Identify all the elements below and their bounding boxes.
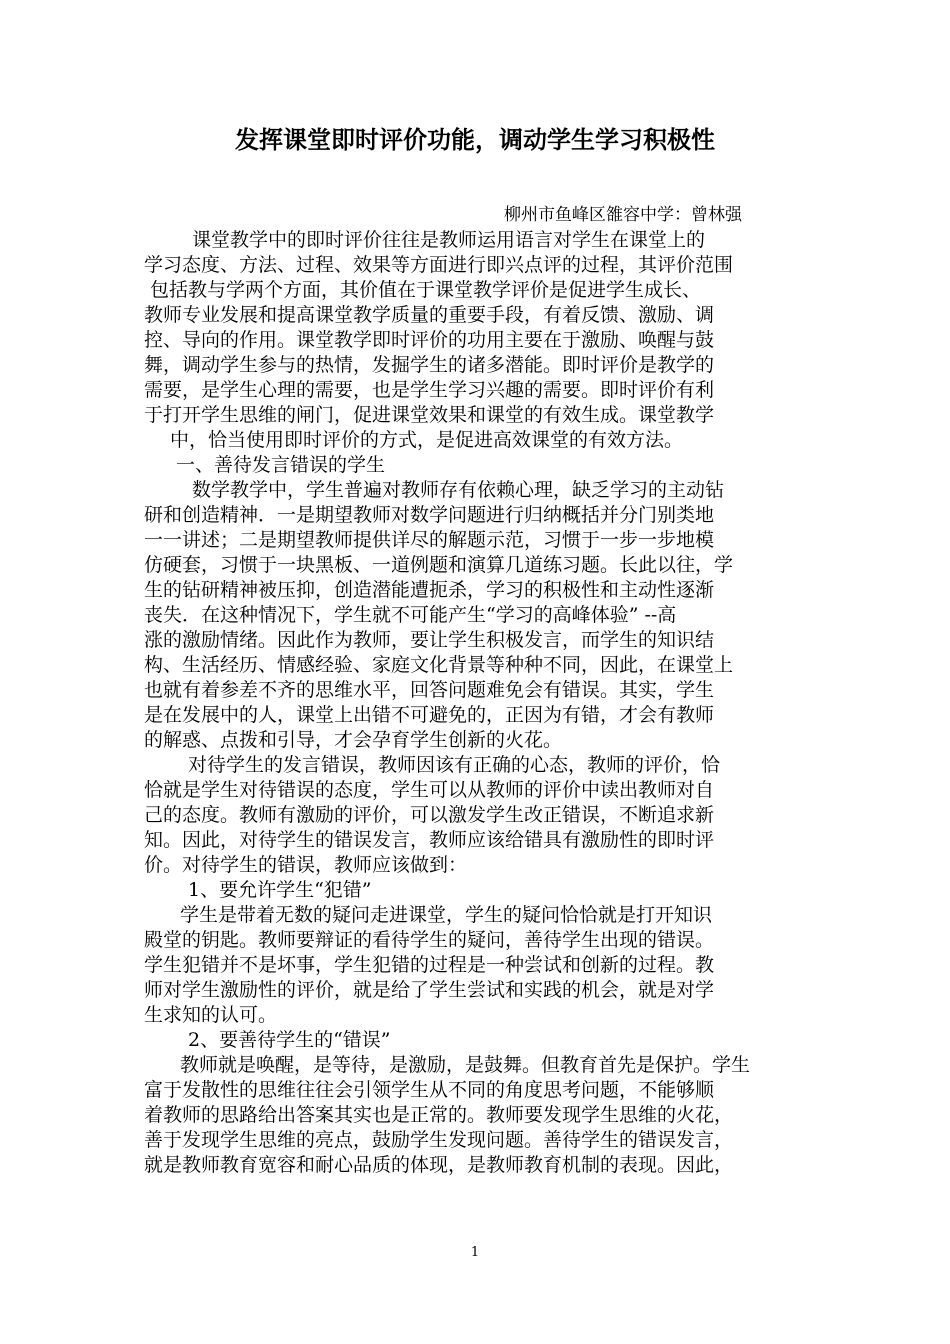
text-line: 教师专业发展和提高课堂教学质量的重要手段，有着反馈、激励、调 [144,304,715,326]
page-number: 1 [470,1245,480,1260]
text-line: 一一讲述；二是期望教师提供详尽的解题示范，习惯于一步一步地模 [144,529,715,551]
document-title: 发挥课堂即时评价功能，调动学生学习积极性 [235,126,715,154]
text-line: 数学教学中，学生普遍对教师存有依赖心理，缺乏学习的主动钻 [192,479,725,501]
text-line: 涨的激励情绪。因此作为教师，要让学生积极发言，而学生的知识结 [144,629,715,651]
text-line: 生的钻研精神被压抑，创造潜能遭扼杀，学习的积极性和主动性逐渐 [144,579,715,601]
text-line: 仿硬套，习惯于一块黑板、一道例题和演算几道练习题。长此以往，学 [144,554,734,576]
text-line: 善于发现学生思维的亮点，鼓励学生发现问题。善待学生的错误发言， [144,1129,734,1151]
text-line: 己的态度。教师有激励的评价，可以激发学生改正错误，不断追求新 [144,804,715,826]
text-line: 学生是带着无数的疑问走进课堂，学生的疑问恰恰就是打开知识 [180,904,713,926]
text-line: 丧失．在这种情况下，学生就不可能产生“学习的高峰体验” --高 [144,604,677,626]
text-line: 舞，调动学生参与的热情，发掘学生的诸多潜能。即时评价是教学的 [144,354,715,376]
text-line: 恰就是学生对待错误的态度，学生可以从教师的评价中读出教师对自 [144,779,715,801]
text-line: 价。对待学生的错误，教师应该做到： [144,854,468,876]
text-line: 教师就是唤醒，是等待，是激励，是鼓舞。但教育首先是保护。学生 [180,1054,751,1076]
text-line: 于打开学生思维的闸门，促进课堂效果和课堂的有效生成。课堂教学 [144,404,715,426]
text-line: 师对学生激励性的评价，就是给了学生尝试和实践的机会，就是对学 [144,979,715,1001]
text-line: 需要，是学生心理的需要，也是学生学习兴趣的需要。即时评价有利 [144,379,715,401]
text-line: 是在发展中的人，课堂上出错不可避免的，正因为有错，才会有教师 [144,704,715,726]
text-line: 构、生活经历、情感经验、家庭文化背景等种种不同，因此，在课堂上 [144,654,734,676]
text-line: 也就有着参差不齐的思维水平，回答问题难免会有错误。其实，学生 [144,679,715,701]
text-line: 学生犯错并不是坏事，学生犯错的过程是一种尝试和创新的过程。教 [144,954,715,976]
text-line: 富于发散性的思维往往会引领学生从不同的角度思考问题，不能够顺 [144,1079,715,1101]
text-line: 着教师的思路给出答案其实也是正常的。教师要发现学生思维的火花， [144,1104,734,1126]
text-line: 的解惑、点拨和引导，才会孕育学生创新的火花。 [144,729,563,751]
text-line: 就是教师教育宽容和耐心品质的体现，是教师教育机制的表现。因此， [144,1154,734,1176]
text-line: 知。因此，对待学生的错误发言，教师应该给错具有激励性的即时评 [144,829,715,851]
text-line: 课堂教学中的即时评价往往是教师运用语言对学生在课堂上的 [192,229,706,251]
subsection-heading: 1、要允许学生“犯错” [188,879,372,901]
text-line: 控、导向的作用。课堂教学即时评价的功用主要在于激励、唤醒与鼓 [144,329,715,351]
text-line: 中，恰当使用即时评价的方式，是促进高效课堂的有效方法。 [170,429,684,451]
text-line: 殿堂的钥匙。教师要辩证的看待学生的疑问，善待学生出现的错误。 [144,929,715,951]
author-line: 柳州市鱼峰区雒容中学：曾林强 [504,205,742,225]
text-line: 生求知的认可。 [144,1004,278,1026]
section-heading: 一、善待发言错误的学生 [176,454,386,476]
subsection-heading: 2、要善待学生的“错误” [188,1029,391,1051]
text-line: 对待学生的发言错误，教师因该有正确的心态，教师的评价，恰 [188,754,721,776]
text-line: 研和创造精神．一是期望教师对数学问题进行归纳概括并分门别类地 [144,504,715,526]
text-line: 学习态度、方法、过程、效果等方面进行即兴点评的过程，其评价范围 [144,254,734,276]
text-line: 包括教与学两个方面，其价值在于课堂教学评价是促进学生成长、 [150,279,702,301]
